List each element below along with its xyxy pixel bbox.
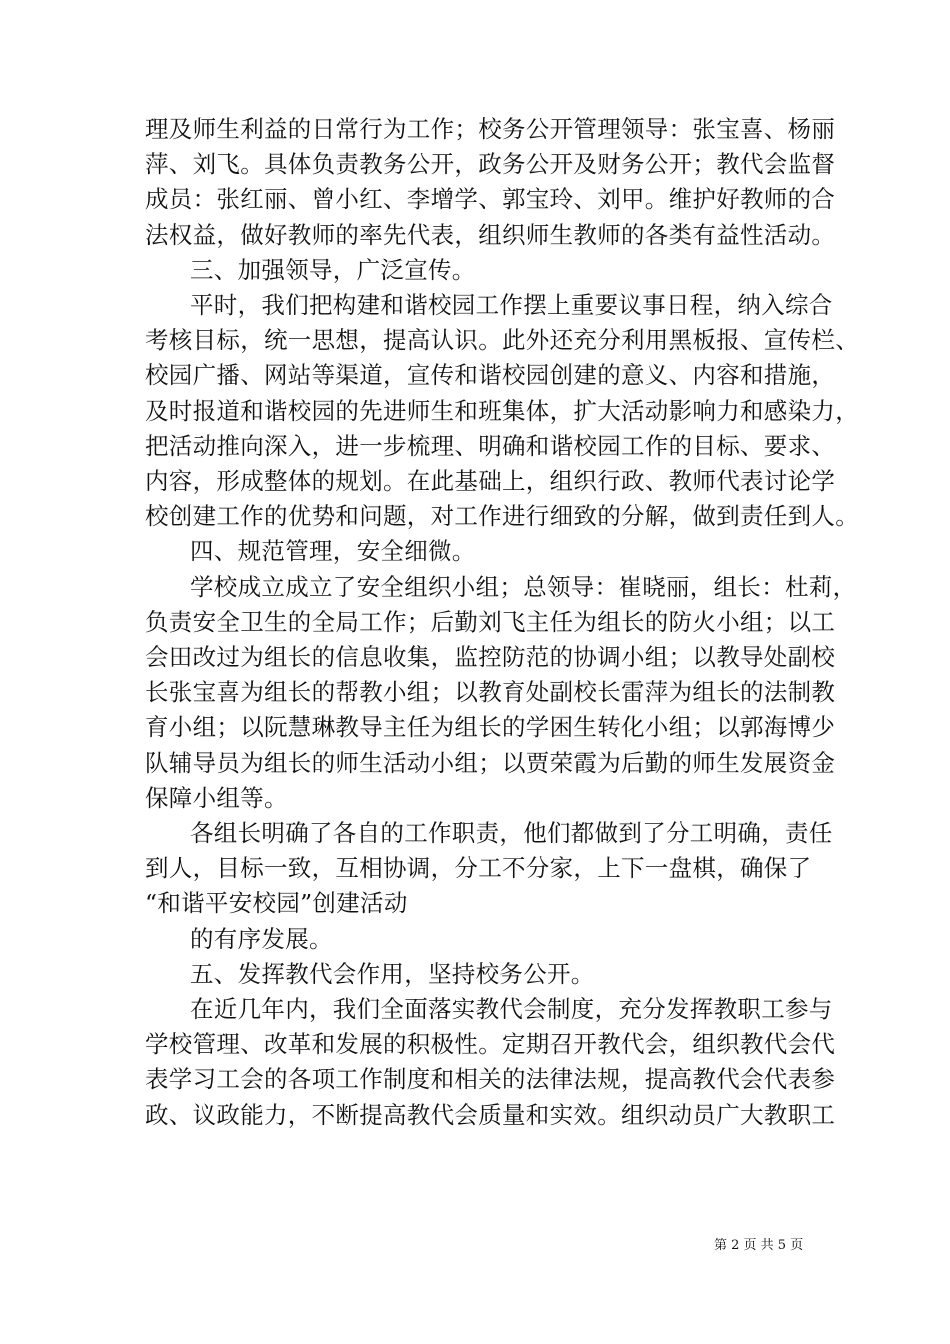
text-line: 在近几年内，我们全面落实教代会制度，充分发挥教职工参与 [190,995,833,1023]
text-line: 五、发挥教代会作用，坚持校务公开。 [190,959,595,988]
text-line: 到人，目标一致，互相协调，分工不分家，上下一盘棋，确保了 [145,854,812,883]
text-line: “和谐平安校园”创建活动 [145,889,408,918]
text-line: 把活动推向深入，进一步梳理、明确和谐校园工作的目标、要求、 [145,431,836,460]
text-line: 政、议政能力，不断提高教代会质量和实效。组织动员广大教职工 [145,1100,836,1129]
text-line: 四、规范管理，安全细微。 [190,537,476,566]
page-number: 第 2 页 共 5 页 [714,1238,804,1253]
text-line: 及时报道和谐校园的先进师生和班集体，扩大活动影响力和感染力， [145,396,859,425]
text-line: 三、加强领导，广泛宣传。 [190,255,476,284]
text-line: 理及师生利益的日常行为工作；校务公开管理领导：张宝喜、杨丽 [145,115,836,143]
text-line: 长张宝喜为组长的帮教小组；以教育处副校长雷萍为组长的法制教 [145,678,836,707]
text-line: 负责安全卫生的全局工作；后勤刘飞主任为组长的防火小组；以工 [145,607,836,636]
text-line: 保障小组等。 [145,783,288,812]
text-line: 平时，我们把构建和谐校园工作摆上重要议事日程，纳入综合 [190,291,833,319]
text-line: 法权益，做好教师的率先代表，组织师生教师的各类有益性活动。 [145,220,836,249]
text-line: 考核目标，统一思想，提高认识。此外还充分利用黑板报、宣传栏、 [145,326,859,355]
text-line: 校园广播、网站等渠道，宣传和谐校园创建的意义、内容和措施， [145,361,836,390]
text-line: 各组长明确了各自的工作职责，他们都做到了分工明确，责任 [190,819,833,847]
text-line: 成员：张红丽、曾小红、李增学、郭宝玲、刘甲。维护好教师的合 [145,185,836,214]
text-line: 内容，形成整体的规划。在此基础上，组织行政、教师代表讨论学 [145,467,836,495]
text-line: 育小组；以阮慧琳教导主任为组长的学困生转化小组；以郭海博少 [145,713,836,742]
text-line: 队辅导员为组长的师生活动小组；以贾荣霞为后勤的师生发展资金 [145,748,836,777]
text-line: 会田改过为组长的信息收集，监控防范的协调小组；以教导处副校 [145,643,836,671]
text-line: 的有序发展。 [190,924,333,953]
text-line: 学校成立成立了安全组织小组；总领导：崔晓丽，组长：杜莉， [190,572,857,601]
text-line: 学校管理、改革和发展的积极性。定期召开教代会，组织教代会代 [145,1030,836,1059]
text-line: 萍、刘飞。具体负责教务公开，政务公开及财务公开；教代会监督 [145,150,836,179]
text-line: 校创建工作的优势和问题，对工作进行细致的分解，做到责任到人。 [145,502,859,531]
text-line: 表学习工会的各项工作制度和相关的法律法规，提高教代会代表参 [145,1065,836,1094]
